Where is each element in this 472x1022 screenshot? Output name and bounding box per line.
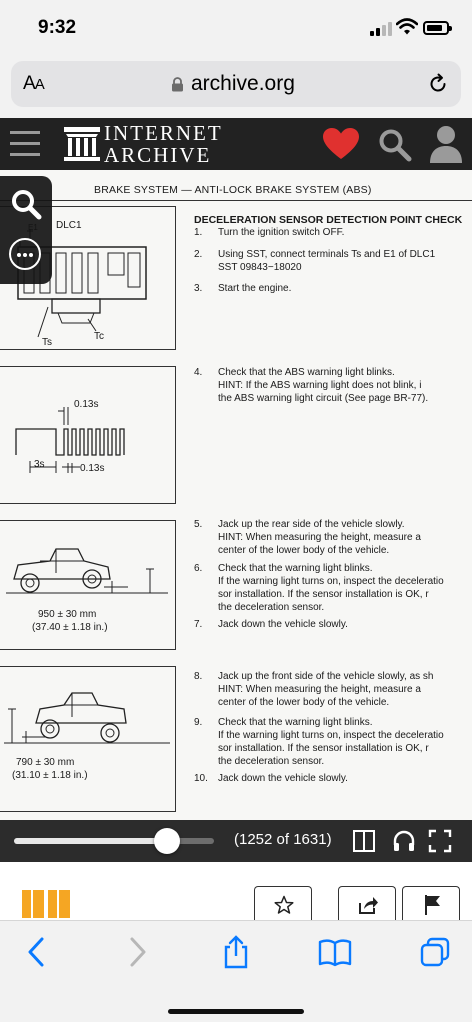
figure-blink-pattern <box>0 366 176 504</box>
book-search-button[interactable] <box>0 176 52 228</box>
blink-waveform-drawing <box>0 367 176 505</box>
step-text <box>218 248 435 274</box>
battery-icon <box>423 21 449 35</box>
dlc1-label: DLC1 <box>56 220 82 231</box>
user-icon[interactable] <box>428 125 464 163</box>
tabs-icon[interactable] <box>420 935 450 969</box>
step-line: sor installation. If the sensor installation is OK, r <box>218 589 429 600</box>
pulse-width-top: 0.13s <box>74 399 99 410</box>
pulse-width-bottom: 0.13s <box>80 463 105 474</box>
bookmarks-icon[interactable] <box>318 935 352 969</box>
step-line: HINT: When measuring the height, measure a <box>218 532 421 543</box>
step-number: 6. <box>194 563 203 574</box>
more-options-button[interactable] <box>0 228 52 284</box>
page-slider-handle[interactable] <box>154 828 180 854</box>
step-line: the deceleration sensor. <box>218 756 325 767</box>
archive-logo-icon[interactable] <box>62 125 102 163</box>
page-count: (1252 of 1631) <box>234 831 332 848</box>
headphones-icon[interactable] <box>392 829 416 853</box>
step-line: center of the lower body of the vehicle. <box>218 545 390 556</box>
fullscreen-icon[interactable] <box>428 829 452 853</box>
book-page <box>0 170 472 820</box>
step-text <box>218 226 344 239</box>
step-text <box>218 562 444 614</box>
url-text: archive.org <box>191 72 295 95</box>
step-number: 4. <box>194 367 203 378</box>
address-bar[interactable] <box>11 61 461 107</box>
status-bar <box>0 0 472 58</box>
flag-button[interactable] <box>402 886 460 920</box>
step-line: If the warning light turns on, inspect the deceleratio <box>218 576 444 587</box>
back-icon[interactable] <box>22 935 52 969</box>
step-text <box>218 518 421 557</box>
step-line: Using SST, connect terminals Ts and E1 of DLC1 <box>218 249 436 260</box>
browser-toolbar <box>0 920 472 1022</box>
step-text <box>218 716 444 768</box>
step-number: 8. <box>194 671 203 682</box>
site-title-line2[interactable]: ARCHIVE <box>104 143 212 167</box>
figure-rear-jack <box>0 520 176 650</box>
step-number: 10. <box>194 773 208 784</box>
text-size-button[interactable] <box>23 73 44 95</box>
site-title-line1[interactable]: INTERNET <box>104 121 223 145</box>
reader-navbar <box>0 820 472 862</box>
step-line: If the warning light turns on, inspect the deceleratio <box>218 730 444 741</box>
figure-front-jack <box>0 666 176 812</box>
step-line: Jack up the rear side of the vehicle slowly. <box>218 519 405 530</box>
one-page-icon[interactable] <box>352 829 376 853</box>
ts-label: Ts <box>42 337 52 348</box>
step-line: HINT: If the ABS warning light does not blink, i <box>218 380 422 391</box>
step-text <box>218 772 348 785</box>
header-rule <box>0 200 472 201</box>
step-line: the deceleration sensor. <box>218 602 325 613</box>
step-text <box>218 618 348 631</box>
share-button[interactable] <box>338 886 396 920</box>
forward-icon[interactable] <box>122 935 152 969</box>
book-reader[interactable] <box>0 170 472 820</box>
section-title: DECELERATION SENSOR DETECTION POINT CHECK <box>194 214 463 226</box>
step-number: 2. <box>194 249 203 260</box>
period-label: 3s <box>34 459 45 470</box>
step-line: Turn the ignition switch OFF. <box>218 227 345 238</box>
page-header: BRAKE SYSTEM — ANTI-LOCK BRAKE SYSTEM (ABS) <box>94 184 372 196</box>
step-number: 7. <box>194 619 203 630</box>
step-line: Jack down the vehicle slowly. <box>218 773 348 784</box>
search-icon <box>10 188 42 220</box>
step-number: 1. <box>194 227 203 238</box>
page-slider[interactable] <box>14 838 214 844</box>
front-height-in: (31.10 ± 1.18 in.) <box>12 770 88 781</box>
step-line: Check that the ABS warning light blinks. <box>218 367 395 378</box>
share-sheet-icon[interactable] <box>221 935 251 969</box>
hamburger-icon[interactable] <box>10 131 40 157</box>
wifi-icon <box>396 18 418 36</box>
step-text <box>218 366 428 405</box>
rear-height-in: (37.40 ± 1.18 in.) <box>32 622 108 633</box>
favorite-button[interactable] <box>254 886 312 920</box>
more-icon <box>9 238 41 270</box>
tc-label: Tc <box>94 331 104 342</box>
battery-level <box>427 25 442 31</box>
flag-icon <box>422 893 444 915</box>
step-line: Check that the warning light blinks. <box>218 563 373 574</box>
step-line: Jack up the front side of the vehicle slowly, as sh <box>218 671 434 682</box>
share-icon <box>358 895 378 915</box>
step-line: Start the engine. <box>218 283 292 294</box>
search-icon[interactable] <box>378 128 412 162</box>
status-time: 9:32 <box>38 17 77 38</box>
truck-front-jack-drawing <box>0 667 176 813</box>
step-number: 3. <box>194 283 203 294</box>
step-number: 5. <box>194 519 203 530</box>
home-indicator <box>168 1009 304 1014</box>
step-number: 9. <box>194 717 203 728</box>
step-line: Jack down the vehicle slowly. <box>218 619 348 630</box>
page-slider-fill <box>14 838 167 844</box>
step-text <box>218 282 291 295</box>
aa-label-large: A <box>23 73 35 94</box>
step-line: the ABS warning light circuit (See page BR-77). <box>218 393 429 404</box>
item-actions-area <box>0 862 472 920</box>
step-line: center of the lower body of the vehicle. <box>218 697 390 708</box>
site-header <box>0 118 472 170</box>
star-icon <box>274 895 294 915</box>
heart-icon[interactable] <box>322 127 360 161</box>
step-text <box>218 670 433 709</box>
step-line: sor installation. If the sensor installation is OK, r <box>218 743 429 754</box>
lock-icon <box>171 77 184 92</box>
step-line: SST 09843−18020 <box>218 262 302 273</box>
step-line: HINT: When measuring the height, measure a <box>218 684 421 695</box>
aa-label-small: A <box>34 76 44 93</box>
reload-icon[interactable] <box>427 73 449 95</box>
book-icon <box>20 888 72 918</box>
rear-height-mm: 950 ± 30 mm <box>38 609 97 620</box>
front-height-mm: 790 ± 30 mm <box>16 757 75 768</box>
signal-icon <box>370 22 392 36</box>
browser-address-area <box>0 58 472 118</box>
step-line: Check that the warning light blinks. <box>218 717 373 728</box>
